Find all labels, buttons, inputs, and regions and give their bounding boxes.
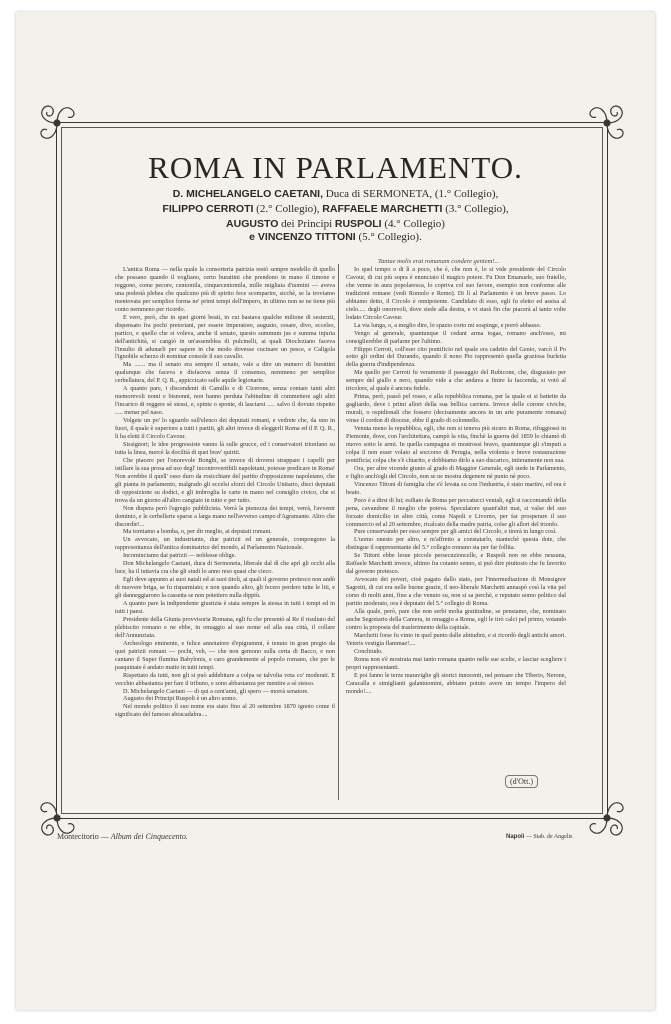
paragraph: Ora, per altre vicende giunto al grado di Maggior Generale, egli siede in Parlamento, e figlio anch'egli del Circolo, non se ne mostra degenere nè punto nè poco.	[346, 464, 566, 480]
paragraph: Rispettato da tutti, non gli si può addebitare a colpa se talvolta vota co' moderati. E vecchio abbastanza per fare il tribuno, e sono abbastanza per mentire a sè stesso.	[115, 671, 335, 687]
paragraph: La via lunga, o, a meglio dire, lo spazio corto mi sospinge, e porrò abbasso.	[354, 321, 542, 329]
corner-ornament-icon	[35, 101, 81, 147]
column-divider	[338, 264, 339, 800]
paragraph: L'antica Roma — nella quale la consorteria patrizia restò sempre modello di quello che possano quando il vogliano, certo burattini che prendono in mano il timone e reggono, come pecore, centomila, cinquecentomila, mille migliaia d'uomini — aveva una podestà plebea che qualcuno più di spirito fece scomparire, sicchè, se la troviamo mentovata per semplice forma ne' primi tempi dell'impero, in ultimo non se ne tiene più conto nemmeno per ricordo.	[115, 266, 335, 313]
paragraph: Volgete un po' lo sguardo sull'elenco dei deputati romani, e vedrete che, da uno in fuori, il quale è superiore a tutti i partiti, gli altri invece di eleggerli Roma ed il P. Q. R., li ha eletti il Circolo Cavour.	[115, 417, 335, 441]
deputy-line-1: D. MICHELANGELO CAETANI, Duca di SERMONETA, (1.° Collegio),	[172, 188, 499, 200]
paragraph: D. Michelangelo Caetani — di qui a cent'anni, gli spero — morrà senatore.	[123, 687, 309, 695]
paragraph: A quanto pare la indipendente giustizia è stata sempre la stessa in tutti i tempi ed in tutti i paesi.	[115, 600, 335, 615]
paragraph: Nel mondo politico il suo nome era stato fino al 20 settembre 1870 ignoto come il significato del famoso abracadabra....	[115, 703, 335, 719]
paragraph: A quanto pare, i discendenti di Camillo e di Cicerone, senza contare tanti altri memorevoli nomi e bisnonni, non hanno perduta l'abitudine di commettere agli altri l'incarico di reggere sè stessi, e, spinte o sponte, di lasciarsi ..... salvo il dovuto rispetto ..... menar pel naso.	[115, 385, 335, 417]
deputy-line-2: FILIPPO CERROTI (2.° Collegio), RAFFAELE MARCHETTI (3.° Collegio),	[162, 203, 509, 215]
paragraph: Avvocato dei poveri, cioè pagato dallo stato, per l'intermediazione di Monsignor Sagretti, di cui era nelle buone grazie, il neo-liberale Marchetti annaspò così la vita pel corso di molti anni, fino a che venuto su, non si sa perchè, e reputato uomo politico dal partito moderato, ora è deputato del 5.° collegio di Roma.	[346, 576, 566, 608]
corner-ornament-icon	[583, 101, 629, 147]
deputy-line-4: e VINCENZO TITTONI (5.° Collegio).	[249, 231, 422, 243]
left-column	[115, 266, 335, 796]
paragraph: Un avvocato, un industriante, due patrizii ed un generale, compongono la rappresentanza dell'antica dominatrice del mondo, al Parlamento Nazionale.	[115, 536, 335, 552]
deputy-line-3: AUGUSTO dei Principi RUSPOLI (4.° Collegio)	[226, 218, 445, 230]
paragraph: Filippo Cerroti, coll'eser cito pontificio nel quale era cadetto del Genio, varcò il Po sotto gli ordini del Durando, quando il nono Pio rappresentò quella graziosa burletta della guerra d'indipendenza.	[346, 345, 566, 369]
paragraph: Vengo al generale, quantunque il cedant arma togae, romano anch'esso, mi consiglierebbe di parlarne per l'ultimo.	[346, 329, 566, 345]
paragraph: Sissignori; le idee progressiste vanno là sulle grucce, ed i conservatori trionfano su tutta la linea, mercè la docilità di quei brav' quiriti.	[115, 440, 335, 456]
paragraph: E vero, però, che in quei giorni beati, in cui bastava qualche milione di sesterzii, dispensato fra pochi pretoriani, per essere imperatore, augusto, cesare, divo, eccelso, partico, e quello che si voleva, anche il senato, questo summum jus e summa injuria dell'antichità, si cangiò in un'assemblea di pulcinelli, ai quali Diocleziano faceva l'insulto di adunarli per sapere in che modo dovesse cucinare un pesce, e Caligola l'ignobile scherzo di nominar console il suo cavallo.	[115, 313, 335, 361]
page-title: ROMA IN PARLAMENTO.	[148, 150, 523, 185]
paragraph: Presidente della Giunta provvisoria Romana, egli fu che presentò al Re il risultato del plebiscito romano e ne ebbe, in omaggio al suo nome ed alla sua città, il collare dell'Annunziata.	[115, 615, 335, 639]
paragraph: Ma torniamo a bomba, o, per dir meglio, ai deputati romani.	[123, 528, 272, 536]
paragraph: Don Michelangelo Caetani, duca di Sermoneta, liberale dal dì che aprì gli occhi alla luce, ha il tuttavia cra che gli studi lo anno reso quasi che cieco.	[115, 560, 335, 576]
epigraph: Tantae molis erat romanam condere gentem!...	[378, 258, 500, 265]
paragraph: Pure conservando per esso sempre per gli amici del Circolo, e tirerà in lungo così.	[354, 528, 557, 536]
footer-publication: Montecitorio — Album dei Cinquecento.	[57, 832, 188, 841]
footer-printer: Napoli — Stab. de Angelis	[506, 834, 573, 840]
paragraph: Non dispera però l'egregio pubblicista. Verrà la pienezza dei tempi, verrà, l'avvenir dominio, e le cerbellerie sparse a larga mano nell'avverso campo d'Agramante. Altro che discordie!...	[115, 504, 335, 528]
paragraph: Alla quale, però, pare che non serbi molta gratitudine, se pensiamo, che, nominato anche Segretario della Camera, in omaggio a Roma, egli le tirò calci pel primo, votando contro la proposta del trasferimento della capitale.	[346, 607, 566, 631]
paragraph: Roma non s'è mostrata mai tanto romana quanto nelle sue scelte, e lasciar scegliere i propri rappresentanti.	[346, 655, 566, 671]
paragraph: Che piacere per l'onorevole Bonghi, se invece di doversi strappare i capelli per istillare la sua prosa ad uso degl' incontrovertibili napoletani, potesse predicare in Roma! Non avrebbe il quell' osso duro da rosicchiare del partito d'opposizione napoletano, che gli pianta in parlamento, malgrado gli eccelsi sforzi del Circolo Unitario, dieci deputati di opposizione su dodici, e gli imbroglia le carte in mano nel consiglio civico, che si trova da un giorno all'altro cangiato in tutto e per tutto.	[115, 456, 335, 504]
paragraph: Io quel tempo o di lì a poco, che è, che non è, lo si vide presidente del Circolo Cavour, di cui più sopra è enunciato il magico potere. Fu Don Emanuele, suo fratello, che venne in aura popolaresca, lo copriva col suo favore, esempio non conforme alle tradizioni romane (vedi Romolo e Remo). Di lì al Parlamento è un breve passo. Lo abbiamo detto, il Circolo è onnipotente. Candidato di esso, egli fu eletto ed assisa al cielo..... degli onorevoli, dove siede alla destra, e vi starà fin che piacerà al tanto volte lodato Circolo Cavour.	[346, 266, 566, 321]
paragraph: Ma ....... ma il senato era sempre il senato, vale a dire un numero di burattini qualunque che faceva e disfaceva senza il consenso, nemmeno per semplice cerbellatura, del P. Q. R., appiccicato sulle aquile legionarie.	[115, 361, 335, 385]
paragraph: Venuta meno la repubblica, egli, che non si teneva più sicuro in Roma, rifuggiossi in Piemonte, dove, con l'architettura, campò la vita, finchè la guerra del 1859 lo chiamò di nuovo sotto le armi. In quella campagna ei mostrossi bravo, quantunque gli s'imputi a colpa il non esser volato al soccorso di Perugia, nella violenta e breve restaurazione pontificia; colpa che s'è chiarito, e dobbiamo dirlo a suo discarico, intieramente non sua.	[346, 425, 566, 464]
paragraph: Augusto dei Principi Ruspoli è un altro uomo.	[123, 695, 238, 703]
paragraph: Marchetti forse fu vinto in quel punto dalle abitudini, e si ricordò degli antichi amori. Veteris vestigia flammae!....	[346, 631, 566, 647]
corner-ornament-icon	[583, 794, 629, 840]
paragraph: Vincenzo Tittoni di famiglia che s'è levata su con l'industria, è stato martire, ed ora è beato.	[346, 480, 566, 496]
paragraph: Se Tittoni ebbe lesue piccole persecuzioncelle, e Ruspoli non ne ebbe nessuna, Raffaele Marchetti invece, ultimo fra cotanto senno, si può dire piuttosto che fu favorito dal governo pretesco.	[346, 552, 566, 576]
paragraph: Poco è a dirsi di lui; esiliato da Roma per peccatucci veniali, egli si raccomandò della pena, cavandone il meglio che poteva. Speculatore quant'altri mai, si valse del suo forzato domicilio in altre città, come Napoli e Livorno, per far prosperare il suo commercio ed al 20 settembre, ricalcato della madre patria, colse gli allori del trionfo.	[346, 496, 566, 528]
paragraph: Archeologo eminente, e felice annotatore d'epigrammi, è tenuto in gran pregio da quei patrizii romani — pochi, veh, — che non gemono sulla certa di Bacco, e non cantano il Super flumina Babylonis, e caro grandemente al popolo romano, che per le pasquinate è andato matto in tutti tempi.	[115, 639, 335, 671]
right-column	[346, 266, 566, 796]
paragraph: L'uomo onesto per altro, e m'affretto a constatarlo, stantechè questa dote, che distingue il rappresentante del 5.° collegio romano sta per far follita.	[346, 536, 566, 552]
paragraph: Egli deve appunto ai suoi natali ed ai suoi titoli, ai quali il governo pretesco non andò di nuovere briga, se fu risparmiato; e non quando altro, gli fecero perdere tutte le liti, e gli danneggiarono la cassetta se non potettero nulla dippiù.	[115, 576, 335, 600]
paragraph: Prima, però, passò pel rosso, e alla repubblica romana, per la quale ei si battette da gagliardo, deve i primi allori della sua bellica carriera. Invece delle corone civiche, murali, o ospidionali che fossero (decisamente ancora in un arte puramente romana) vinse il cordon di diocese, ebbe il grado di colonnello.	[346, 393, 566, 425]
paragraph: E poi fanno le terze maraviglie gli storici innocenti, nel pensare che Tiberio, Nerone, Caracalla e simiglianti galantuomini, abbiano potuto avere un tempo l'impero del mondo!....	[346, 671, 566, 695]
paragraph: Ma quello per Cerroti fu veramente il passaggio del Rubicone, che, disgustato per sempre del giallo e nero, quando vide a che andava a finire la faccenda, si votò al tricolore, al quale è ancora fedele.	[346, 369, 566, 393]
author-signature: (d'Ott.)	[505, 775, 538, 788]
paragraph: Incominciamo dai patrizii — noblesse oblige.	[123, 552, 237, 560]
paragraph: Conchiudo.	[354, 647, 383, 655]
